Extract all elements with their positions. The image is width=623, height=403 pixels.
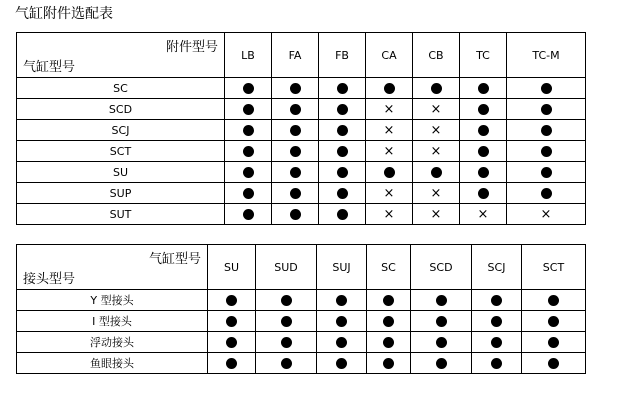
accessory-column-header: TC-M — [507, 33, 586, 78]
compatible-dot-icon — [383, 337, 394, 348]
joint-cell — [472, 353, 522, 374]
compatible-dot-icon — [226, 295, 237, 306]
accessory-cell — [460, 120, 507, 141]
accessory-cell — [225, 204, 272, 225]
accessory-cell — [413, 141, 460, 162]
joint-header-row — [17, 245, 586, 290]
accessory-cell — [507, 78, 586, 99]
joint-row-label: 鱼眼接头 — [17, 353, 208, 374]
accessory-row — [17, 99, 586, 120]
accessory-column-header: TC — [460, 33, 507, 78]
incompatible-cross-icon: × — [430, 143, 442, 159]
compatible-dot-icon — [290, 104, 301, 115]
joint-cell — [472, 290, 522, 311]
joint-cell — [317, 290, 367, 311]
page-title: 气缸附件选配表 — [15, 6, 113, 22]
joint-row — [17, 332, 586, 353]
accessory-cell — [413, 162, 460, 183]
joint-cell — [256, 311, 317, 332]
compatible-dot-icon — [384, 167, 395, 178]
joint-corner-top-label: 气缸型号 — [148, 252, 201, 267]
compatible-dot-icon — [290, 146, 301, 157]
compatible-dot-icon — [281, 295, 292, 306]
joint-column-header: SUD — [256, 245, 317, 290]
incompatible-cross-icon: × — [383, 101, 395, 117]
accessory-cell — [272, 204, 319, 225]
accessory-cell — [460, 99, 507, 120]
joint-column-header: SCJ — [472, 245, 522, 290]
joint-cell — [367, 332, 411, 353]
joint-cell — [208, 290, 256, 311]
accessory-cell — [319, 204, 366, 225]
joint-cell — [472, 311, 522, 332]
accessory-cell — [413, 120, 460, 141]
accessory-cell — [366, 141, 413, 162]
joint-cell — [317, 311, 367, 332]
accessory-cell — [272, 99, 319, 120]
compatible-dot-icon — [491, 337, 502, 348]
joint-corner-cell — [17, 245, 208, 290]
accessory-column-header: FB — [319, 33, 366, 78]
accessory-cell — [460, 204, 507, 225]
incompatible-cross-icon: × — [383, 206, 395, 222]
compatible-dot-icon — [336, 358, 347, 369]
joint-table — [16, 244, 586, 374]
compatible-dot-icon — [290, 125, 301, 136]
compatible-dot-icon — [384, 83, 395, 94]
compatible-dot-icon — [337, 188, 348, 199]
accessory-cell — [272, 162, 319, 183]
accessory-cell — [366, 204, 413, 225]
joint-cell — [208, 353, 256, 374]
accessory-header-row — [17, 33, 586, 78]
compatible-dot-icon — [478, 146, 489, 157]
accessory-cell — [272, 141, 319, 162]
compatible-dot-icon — [336, 316, 347, 327]
incompatible-cross-icon: × — [383, 143, 395, 159]
compatible-dot-icon — [541, 167, 552, 178]
compatible-dot-icon — [281, 358, 292, 369]
compatible-dot-icon — [337, 125, 348, 136]
compatible-dot-icon — [478, 83, 489, 94]
accessory-cell — [413, 99, 460, 120]
accessory-cell — [272, 120, 319, 141]
joint-cell — [522, 353, 586, 374]
joint-cell — [522, 311, 586, 332]
compatible-dot-icon — [541, 83, 552, 94]
compatible-dot-icon — [290, 167, 301, 178]
compatible-dot-icon — [383, 358, 394, 369]
joint-row-label: 浮动接头 — [17, 332, 208, 353]
incompatible-cross-icon: × — [477, 206, 489, 222]
compatible-dot-icon — [478, 188, 489, 199]
joint-cell — [256, 353, 317, 374]
joint-row — [17, 290, 586, 311]
compatible-dot-icon — [281, 337, 292, 348]
compatible-dot-icon — [541, 146, 552, 157]
compatible-dot-icon — [548, 295, 559, 306]
accessory-column-header: CB — [413, 33, 460, 78]
accessory-row — [17, 120, 586, 141]
accessory-row-label: SCT — [17, 141, 225, 162]
compatible-dot-icon — [290, 83, 301, 94]
compatible-dot-icon — [243, 188, 254, 199]
compatible-dot-icon — [337, 167, 348, 178]
joint-cell — [367, 311, 411, 332]
accessory-row — [17, 183, 586, 204]
accessory-cell — [319, 162, 366, 183]
compatible-dot-icon — [243, 83, 254, 94]
compatible-dot-icon — [478, 104, 489, 115]
compatible-dot-icon — [383, 295, 394, 306]
compatible-dot-icon — [226, 337, 237, 348]
accessory-cell — [366, 99, 413, 120]
accessory-column-header: CA — [366, 33, 413, 78]
incompatible-cross-icon: × — [430, 122, 442, 138]
accessory-cell — [507, 162, 586, 183]
joint-row — [17, 353, 586, 374]
compatible-dot-icon — [436, 358, 447, 369]
accessory-cell — [319, 183, 366, 204]
accessory-cell — [225, 99, 272, 120]
joint-cell — [411, 353, 472, 374]
compatible-dot-icon — [491, 295, 502, 306]
accessory-row — [17, 141, 586, 162]
compatible-dot-icon — [436, 316, 447, 327]
compatible-dot-icon — [548, 316, 559, 327]
compatible-dot-icon — [290, 188, 301, 199]
compatible-dot-icon — [337, 209, 348, 220]
joint-row-label: I 型接头 — [17, 311, 208, 332]
accessory-cell — [319, 78, 366, 99]
joint-cell — [411, 311, 472, 332]
accessory-cell — [460, 141, 507, 162]
accessory-cell — [366, 120, 413, 141]
accessory-cell — [507, 204, 586, 225]
accessory-cell — [272, 78, 319, 99]
accessory-cell — [460, 78, 507, 99]
joint-column-header: SU — [208, 245, 256, 290]
incompatible-cross-icon: × — [430, 101, 442, 117]
accessory-cell — [413, 183, 460, 204]
accessory-column-header: FA — [272, 33, 319, 78]
compatible-dot-icon — [243, 125, 254, 136]
compatible-dot-icon — [243, 209, 254, 220]
joint-column-header: SC — [367, 245, 411, 290]
compatible-dot-icon — [541, 125, 552, 136]
joint-cell — [256, 332, 317, 353]
compatible-dot-icon — [436, 295, 447, 306]
accessory-row — [17, 162, 586, 183]
accessory-cell — [225, 183, 272, 204]
compatible-dot-icon — [226, 358, 237, 369]
compatible-dot-icon — [337, 104, 348, 115]
accessory-cell — [507, 141, 586, 162]
compatible-dot-icon — [383, 316, 394, 327]
accessory-row — [17, 204, 586, 225]
compatible-dot-icon — [431, 167, 442, 178]
accessory-row-label: SC — [17, 78, 225, 99]
compatible-dot-icon — [243, 104, 254, 115]
compatible-dot-icon — [243, 167, 254, 178]
joint-cell — [411, 290, 472, 311]
accessory-cell — [413, 204, 460, 225]
accessory-cell — [225, 162, 272, 183]
accessory-cell — [507, 183, 586, 204]
joint-cell — [208, 332, 256, 353]
accessory-cell — [319, 120, 366, 141]
incompatible-cross-icon: × — [540, 206, 552, 222]
compatible-dot-icon — [243, 146, 254, 157]
joint-column-header: SUJ — [317, 245, 367, 290]
compatible-dot-icon — [478, 125, 489, 136]
joint-column-header: SCT — [522, 245, 586, 290]
incompatible-cross-icon: × — [383, 122, 395, 138]
joint-corner-bottom-label: 接头型号 — [23, 272, 76, 287]
compatible-dot-icon — [541, 188, 552, 199]
accessory-row-label: SU — [17, 162, 225, 183]
joint-cell — [317, 353, 367, 374]
compatible-dot-icon — [478, 167, 489, 178]
joint-column-header: SCD — [411, 245, 472, 290]
compatible-dot-icon — [281, 316, 292, 327]
accessory-row-label: SCD — [17, 99, 225, 120]
accessory-row-label: SUT — [17, 204, 225, 225]
accessory-cell — [225, 78, 272, 99]
accessory-cell — [366, 78, 413, 99]
compatible-dot-icon — [337, 83, 348, 94]
compatible-dot-icon — [548, 337, 559, 348]
accessory-corner-bottom-label: 气缸型号 — [23, 60, 76, 75]
compatible-dot-icon — [541, 104, 552, 115]
accessory-cell — [225, 120, 272, 141]
joint-row-label: Y 型接头 — [17, 290, 208, 311]
accessory-cell — [319, 99, 366, 120]
cylinder-accessory-table — [16, 32, 586, 225]
incompatible-cross-icon: × — [430, 185, 442, 201]
joint-cell — [367, 290, 411, 311]
accessory-row — [17, 78, 586, 99]
compatible-dot-icon — [491, 358, 502, 369]
compatible-dot-icon — [548, 358, 559, 369]
incompatible-cross-icon: × — [430, 206, 442, 222]
accessory-cell — [272, 183, 319, 204]
compatible-dot-icon — [491, 316, 502, 327]
accessory-cell — [225, 141, 272, 162]
accessory-row-label: SUP — [17, 183, 225, 204]
accessory-cell — [507, 120, 586, 141]
joint-cell — [522, 332, 586, 353]
compatible-dot-icon — [431, 83, 442, 94]
compatible-dot-icon — [336, 295, 347, 306]
joint-cell — [367, 353, 411, 374]
compatible-dot-icon — [290, 209, 301, 220]
accessory-row-label: SCJ — [17, 120, 225, 141]
accessory-cell — [366, 162, 413, 183]
joint-cell — [256, 290, 317, 311]
joint-cell — [411, 332, 472, 353]
accessory-cell — [507, 99, 586, 120]
compatible-dot-icon — [226, 316, 237, 327]
accessory-cell — [413, 78, 460, 99]
compatible-dot-icon — [436, 337, 447, 348]
joint-row — [17, 311, 586, 332]
accessory-cell — [319, 141, 366, 162]
accessory-cell — [460, 162, 507, 183]
compatible-dot-icon — [337, 146, 348, 157]
incompatible-cross-icon: × — [383, 185, 395, 201]
compatible-dot-icon — [336, 337, 347, 348]
accessory-cell — [366, 183, 413, 204]
joint-cell — [522, 290, 586, 311]
joint-cell — [208, 311, 256, 332]
accessory-cell — [460, 183, 507, 204]
accessory-corner-top-label: 附件型号 — [165, 40, 218, 55]
accessory-corner-cell — [17, 33, 225, 78]
joint-cell — [472, 332, 522, 353]
joint-cell — [317, 332, 367, 353]
accessory-column-header: LB — [225, 33, 272, 78]
